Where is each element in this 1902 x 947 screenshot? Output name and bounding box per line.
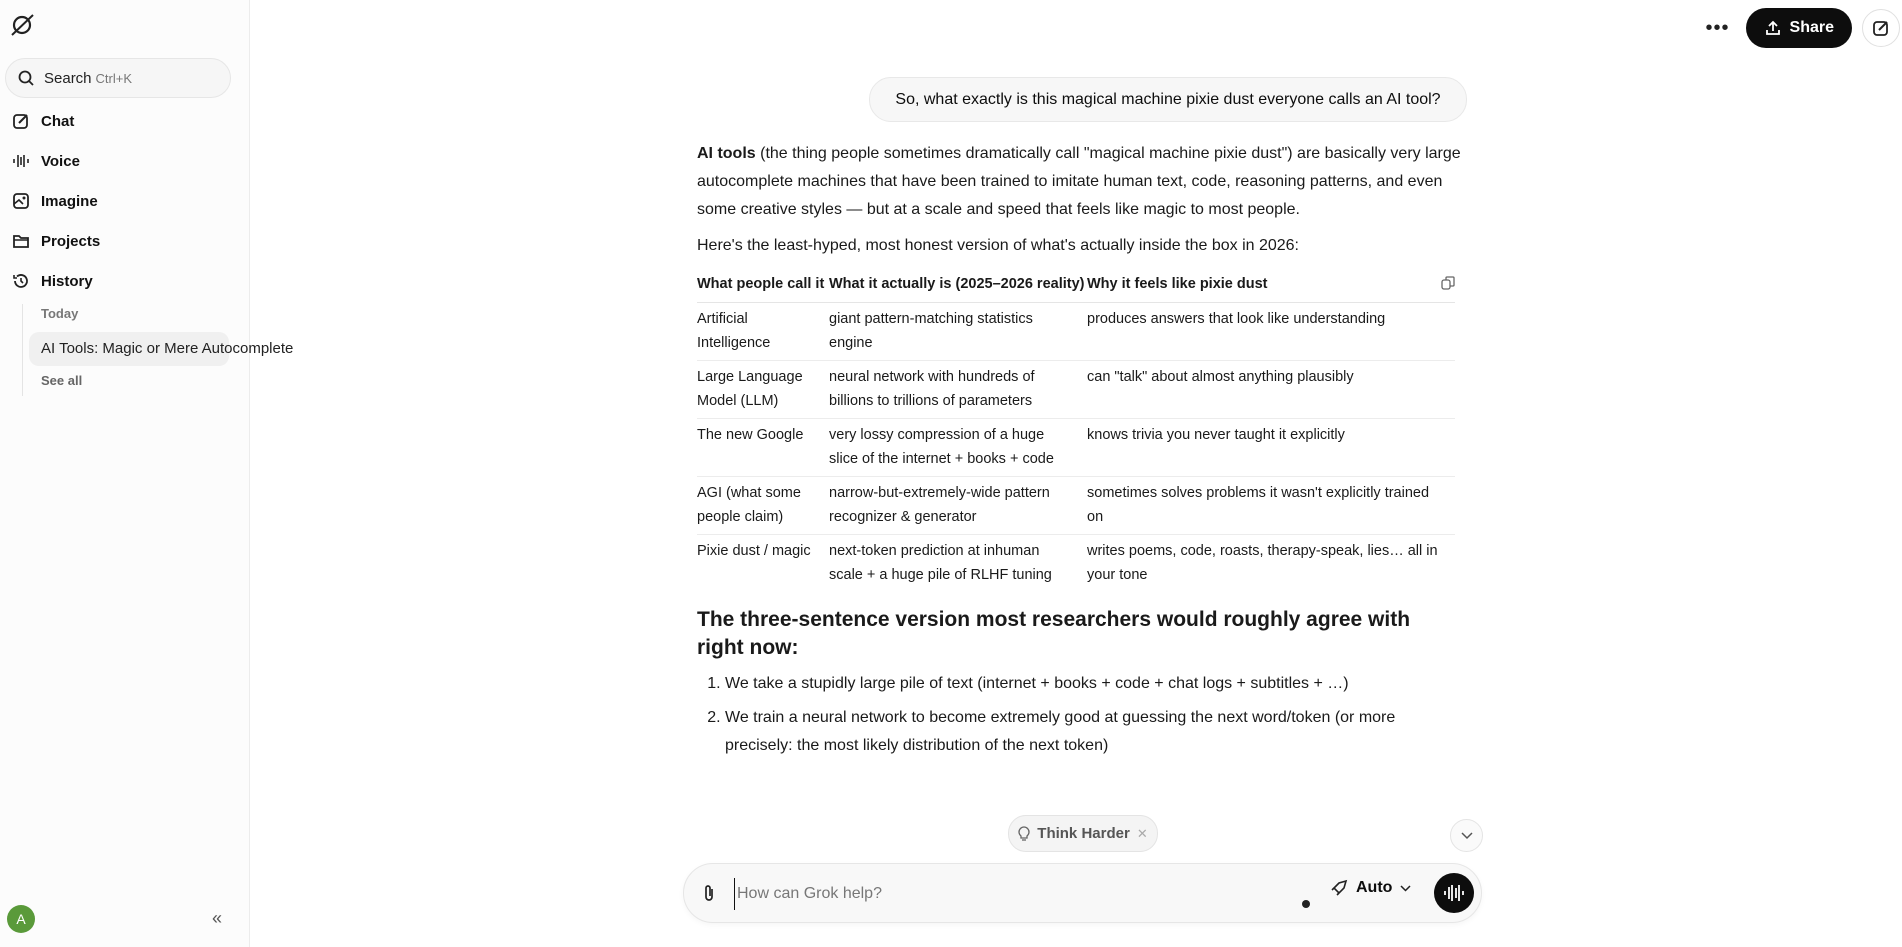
assistant-response — [697, 140, 1462, 766]
sidebar-item-chat[interactable] — [12, 112, 74, 130]
chevron-down-icon — [1400, 885, 1411, 892]
sidebar-item-label: Chat — [41, 112, 75, 130]
table-row — [697, 535, 1455, 593]
more-options-icon[interactable]: ••• — [1705, 16, 1730, 39]
table-cell: writes poems, code, roasts, therapy-speak, lies… all in your tone — [1087, 543, 1438, 583]
edit-icon — [1872, 19, 1890, 37]
list-item: 2. We train a neural network to become extremely good at guessing the next word/token (or more precisely: the most likely distribution of the next token) — [725, 704, 1462, 760]
table-cell: AGI (what some people claim) — [697, 477, 829, 535]
table-cell: produces answers that look like understanding — [1087, 303, 1455, 361]
grok-logo-icon[interactable] — [9, 12, 35, 38]
share-button[interactable] — [1746, 8, 1852, 48]
column-header: What it actually is (2025–2026 reality) — [829, 268, 1087, 303]
new-chat-button[interactable] — [1862, 9, 1900, 47]
history-divider — [22, 304, 23, 396]
column-header-label: Why it feels like pixie dust — [1087, 276, 1268, 292]
composer — [683, 863, 1482, 923]
table-cell: narrow-but-extremely-wide pattern recognizer & generator — [829, 477, 1087, 535]
table-cell: can "talk" about almost anything plausibly — [1087, 361, 1455, 419]
collapse-sidebar-icon[interactable]: « — [212, 908, 223, 928]
history-group-label: Today — [41, 306, 79, 321]
edit-icon — [12, 112, 30, 130]
table-cell: Pixie dust / magic — [697, 543, 811, 559]
numbered-list — [697, 670, 1462, 760]
sidebar — [0, 0, 294, 947]
table-row — [697, 361, 1455, 419]
history-icon — [12, 272, 30, 290]
table-cell: neural network with hundreds of billions to trillions of parameters — [829, 361, 1087, 419]
search-icon — [18, 70, 34, 86]
waveform-icon — [12, 152, 30, 170]
rocket-icon — [1330, 879, 1348, 897]
comparison-table — [697, 268, 1455, 592]
upload-icon — [1764, 19, 1782, 37]
section-heading: The three-sentence version most researchers would roughly agree with right now: — [697, 608, 1411, 659]
model-label: Auto — [1356, 879, 1393, 896]
search-button[interactable] — [5, 58, 231, 98]
table-header-row — [697, 268, 1455, 303]
sidebar-item-label: Voice — [41, 152, 80, 170]
history-item[interactable]: AI Tools: Magic or Mere Autocomplete — [29, 332, 229, 366]
table-cell: giant pattern-matching statistics engine — [829, 303, 1087, 361]
table-cell: very lossy compression of a huge slice of the internet + books + code — [829, 419, 1087, 477]
waveform-icon — [1443, 883, 1465, 903]
share-label: Share — [1789, 19, 1834, 36]
table-row — [697, 477, 1455, 535]
intro-bold: AI tools — [697, 145, 756, 162]
table-cell: next-token prediction at inhuman scale + a huge pile of RLHF tuning — [829, 543, 1052, 583]
lead-paragraph: Here's the least-hyped, most honest version of what's actually inside the box in 2026: — [697, 237, 1299, 254]
sidebar-item-projects[interactable] — [12, 232, 100, 250]
copy-icon[interactable] — [1441, 276, 1455, 290]
table-cell: sometimes solves problems it wasn't explicitly trained on — [1087, 477, 1455, 535]
sidebar-item-imagine[interactable] — [12, 192, 98, 210]
avatar[interactable]: A — [7, 905, 35, 933]
sidebar-item-label: Imagine — [41, 192, 98, 210]
column-header — [1087, 268, 1455, 303]
table-cell: Artificial Intelligence — [697, 303, 829, 361]
intro-text: (the thing people sometimes dramatically call "magical machine pixie dust") are basically very large autocomplete machines that have been trained to imitate human text, code, reasoning patterns, and even some creative styles — but at a scale and speed that feels like magic to most people. — [697, 145, 1461, 218]
scroll-to-bottom-button[interactable] — [1450, 819, 1483, 852]
close-icon[interactable]: ✕ — [1136, 825, 1148, 841]
status-dot — [1302, 900, 1310, 908]
table-cell: knows trivia you never taught it explicitly — [1087, 419, 1455, 477]
sidebar-item-label: History — [41, 272, 93, 290]
chat-input[interactable] — [734, 878, 1254, 910]
user-message: So, what exactly is this magical machine pixie dust everyone calls an AI tool? — [869, 77, 1467, 122]
search-shortcut: Ctrl+K — [95, 70, 133, 86]
table-cell: The new Google — [697, 419, 829, 477]
voice-mode-button[interactable] — [1434, 873, 1474, 913]
chevron-down-icon — [1461, 832, 1473, 840]
folder-icon — [12, 232, 30, 250]
header-actions — [1700, 8, 1902, 48]
table-cell: Large Language Model (LLM) — [697, 361, 829, 419]
image-icon — [12, 192, 30, 210]
sidebar-item-history[interactable] — [12, 272, 93, 290]
search-label: Search — [44, 69, 92, 87]
think-harder-chip[interactable] — [1008, 815, 1158, 852]
table-row — [697, 303, 1455, 361]
lightbulb-icon — [1018, 826, 1030, 841]
see-all-link[interactable]: See all — [41, 373, 83, 388]
paperclip-icon[interactable] — [702, 883, 716, 903]
column-header: What people call it — [697, 268, 829, 303]
sidebar-item-label: Projects — [41, 232, 101, 250]
model-selector[interactable] — [1330, 879, 1411, 897]
sidebar-item-voice[interactable] — [12, 152, 80, 170]
list-item: 1. We take a stupidly large pile of text (internet + books + code + chat logs + subtitles + …) — [725, 670, 1462, 698]
table-row — [697, 419, 1455, 477]
intro-paragraph — [697, 140, 1462, 224]
think-harder-label: Think Harder — [1037, 825, 1130, 842]
